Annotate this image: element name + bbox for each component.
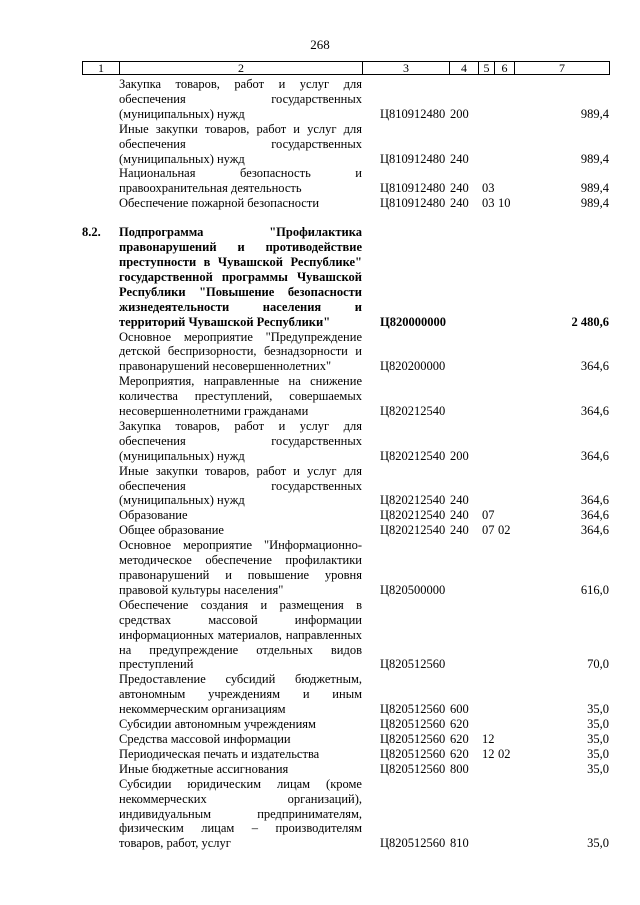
row-amount: 35,0 [587,717,609,732]
row-name: Средства массовой информации [119,731,291,746]
row-code: Ц810912480 [380,196,446,211]
row-amount: 989,4 [580,181,609,196]
column-header-3: 3 [363,62,450,75]
row-code: Ц820212540 [380,523,446,538]
row-amount: 364,6 [580,359,609,374]
row-code: Ц820512560 [380,702,446,717]
row-name: Образование [119,508,188,523]
row-subsection: 02 [498,746,511,761]
row-expense-type: 240 [450,181,469,196]
row-code: Ц820200000 [380,359,446,374]
row-expense-type: 620 [450,731,469,746]
row-amount: 989,4 [580,151,609,166]
row-amount: 364,6 [580,523,609,538]
row-code: Ц820500000 [380,582,446,597]
row-expense-type: 200 [450,448,469,463]
row-code: Ц820512560 [380,746,446,761]
table-row [82,598,610,673]
table-row [82,166,610,196]
column-header-6: 6 [495,62,515,75]
row-expense-type: 200 [450,106,469,121]
row-code: Ц820512560 [380,836,446,851]
row-number: 8.2. [82,225,101,240]
table-row [82,122,610,167]
row-subsection: 02 [498,523,511,538]
table-row [82,762,610,777]
row-code: Ц810912480 [380,181,446,196]
row-amount: 989,4 [580,196,609,211]
row-name: Основное мероприятие "Предупреждение детской беспризорности, безнадзорности и правонарушений несовершеннолетних" [119,329,362,374]
row-code: Ц820212540 [380,404,446,419]
row-name: Обеспечение пожарной безопасности [119,196,320,211]
row-name: Основное мероприятие "Информационно-методическое обеспечение профилактики правонарушений и повышение уровня правовой культуры населения" [119,538,362,597]
row-name: Субсидии автономным учреждениям [119,717,316,732]
row-name: Общее образование [119,523,224,538]
row-subsection: 10 [498,196,511,211]
row-expense-type: 810 [450,836,469,851]
row-name: Иные закупки товаров, работ и услуг для обеспечения государственных (муниципальных) нужд [119,463,362,508]
row-name: Иные бюджетные ассигнования [119,761,289,776]
row-expense-type: 620 [450,717,469,732]
row-code: Ц820212540 [380,493,446,508]
row-expense-type: 240 [450,508,469,523]
row-section: 12 [482,731,495,746]
row-amount: 364,6 [580,448,609,463]
row-name: Обеспечение создания и размещения в средствах массовой информации информационных материалов, направленных на предупреждение отдельных видов преступлений [119,597,362,672]
row-name: Предоставление субсидий бюджетным, автономным учреждениям и иным некоммерческим организациям [119,672,362,717]
row-amount: 35,0 [587,836,609,851]
row-code: Ц820000000 [380,314,446,329]
row-amount: 35,0 [587,761,609,776]
row-amount: 616,0 [580,582,609,597]
row-amount: 2 480,6 [571,314,609,329]
table-row [82,77,610,122]
row-name: Национальная безопасность и правоохранительная деятельность [119,166,362,196]
row-code: Ц820512560 [380,761,446,776]
row-section: 07 [482,508,495,523]
row-name: Закупка товаров, работ и услуг для обеспечения государственных (муниципальных) нужд [119,418,362,463]
row-expense-type: 800 [450,761,469,776]
row-code: Ц820212540 [380,448,446,463]
row-name: Периодическая печать и издательства [119,746,320,761]
column-header-2: 2 [120,62,363,75]
table-row [82,672,610,717]
row-section: 07 [482,523,495,538]
row-code: Ц820512560 [380,731,446,746]
table-row [82,717,610,732]
row-code: Ц810912480 [380,106,446,121]
subprogram-row [82,225,610,329]
row-code: Ц820512560 [380,657,446,672]
row-amount: 364,6 [580,404,609,419]
table-row [82,464,610,509]
row-amount: 70,0 [587,657,609,672]
table-row [82,747,610,762]
row-amount: 35,0 [587,746,609,761]
row-expense-type: 240 [450,196,469,211]
row-name: Субсидии юридическим лицам (кроме некоммерческих организаций), индивидуальным предпринимателям, физическим лицам – производителям товаров, работ, услуг [119,776,362,851]
column-header-5: 5 [479,62,495,75]
row-amount: 35,0 [587,702,609,717]
table-row [82,196,610,211]
table-row [82,374,610,419]
row-name: Иные закупки товаров, работ и услуг для обеспечения государственных (муниципальных) нужд [119,121,362,166]
row-section: 03 [482,196,495,211]
row-amount: 364,6 [580,508,609,523]
row-section: 03 [482,181,495,196]
column-header-row [83,62,610,75]
row-amount: 364,6 [580,493,609,508]
row-expense-type: 240 [450,493,469,508]
row-expense-type: 240 [450,523,469,538]
table-row [82,732,610,747]
table-row [82,523,610,538]
table-row [82,419,610,464]
row-section: 12 [482,746,495,761]
table-row [82,777,610,852]
table-row [82,330,610,375]
table-row [82,538,610,598]
page-number: 268 [310,37,330,52]
row-name: Закупка товаров, работ и услуг для обеспечения государственных (муниципальных) нужд [119,77,362,121]
row-expense-type: 600 [450,702,469,717]
row-code: Ц820512560 [380,717,446,732]
row-code: Ц810912480 [380,151,446,166]
row-expense-type: 620 [450,746,469,761]
row-name: Подпрограмма "Профилактика правонарушений и противодействие преступности в Чувашской Республике" государственной программы Чувашской Республики "Повышение безопасности жизнедеятельности населения и территорий Чувашской Республики" [119,225,362,329]
column-header-4: 4 [450,62,479,75]
row-name: Мероприятия, направленные на снижение количества преступлений, совершаемых несовершеннолетними гражданами [119,374,362,419]
budget-table-body [82,77,610,851]
row-expense-type: 240 [450,151,469,166]
row-code: Ц820212540 [380,508,446,523]
column-header-7: 7 [515,62,610,75]
table-row [82,508,610,523]
row-amount: 989,4 [580,106,609,121]
column-header-1: 1 [83,62,120,75]
column-header-table [82,61,610,75]
row-amount: 35,0 [587,731,609,746]
